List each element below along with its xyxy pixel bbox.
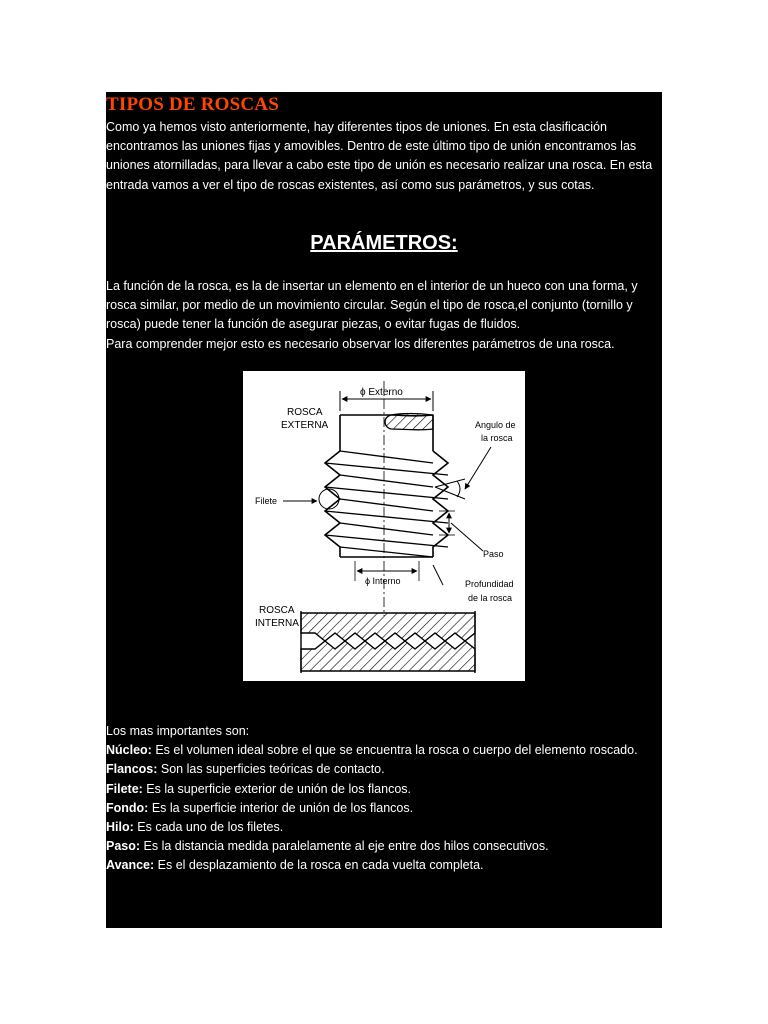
rosca-externa-label-2: EXTERNA <box>281 420 329 431</box>
importantes-intro: Los mas importantes son: <box>106 724 250 738</box>
interno-label: ϕ Interno <box>365 576 401 586</box>
definition-text: Es el desplazamiento de la rosca en cada vuelta completa. <box>154 858 484 873</box>
intro-text: Como ya hemos visto anteriormente, hay diferentes tipos de uniones. En esta clasificación encontramos las uniones fijas y amovibles. Dentro de este último tipo de unión encontramos las uniones atornilladas, para llevar a cabo este tipo de unión es necesario realizar una rosca. En esta entrada vamos a ver el tipo de roscas existentes, así como sus parámetros, y sus cotas. <box>106 120 653 192</box>
definition-fondo <box>106 799 662 818</box>
page-title: TIPOS DE ROSCAS <box>106 94 279 115</box>
funcion-text-2: Para comprender mejor esto es necesario observar los diferentes parámetros de una rosca. <box>106 336 615 351</box>
definition-term: Flancos: <box>106 762 158 777</box>
angulo-label-2: la rosca <box>481 433 513 443</box>
definition-text: Es la distancia medida paralelamente al eje entre dos hilos consecutivos. <box>140 839 549 854</box>
screw-section-hatch <box>385 414 433 430</box>
definition-term: Filete: <box>106 781 143 796</box>
profundidad-label-2: de la rosca <box>468 593 513 603</box>
definition-text: Son las superficies teóricas de contacto. <box>157 762 385 777</box>
filete-highlight-circle <box>319 489 339 509</box>
thread-diagram-svg <box>243 371 525 681</box>
internal-thread-top <box>301 613 475 641</box>
definition-flancos <box>106 760 662 779</box>
angulo-leader <box>465 447 491 489</box>
funcion-paragraph <box>106 277 662 354</box>
externo-label: ϕ Externo <box>360 387 403 398</box>
profundidad-label-1: Profundidad <box>465 579 514 589</box>
rosca-externa-label-1: ROSCA <box>287 407 323 418</box>
paso-label: Paso <box>483 549 504 559</box>
definition-paso <box>106 837 662 856</box>
definition-avance <box>106 856 662 875</box>
definition-term: Avance: <box>106 858 155 873</box>
parametros-heading: PARÁMETROS: <box>310 232 458 254</box>
definitions-list <box>106 722 662 876</box>
rosca-interna-label-1: ROSCA <box>259 605 295 616</box>
intro-paragraph <box>106 118 662 195</box>
definition-text: Es la superficie exterior de unión de los flancos. <box>142 781 412 796</box>
definition-text: Es el volumen ideal sobre el que se encuentra la rosca o cuerpo del elemento roscado. <box>151 743 638 758</box>
document-page <box>106 92 662 928</box>
definition-filete <box>106 780 662 799</box>
thread-right-profile <box>433 451 448 557</box>
internal-thread-bottom <box>301 641 475 671</box>
angulo-label-1: Angulo de <box>475 420 516 430</box>
rosca-interna-label-2: INTERNA <box>255 618 299 629</box>
funcion-text-1: La función de la rosca, es la de insertar un elemento en el interior de un hueco con una forma, y rosca similar, por medio de un movimiento circular. Según el tipo de rosca,el conjunto (tornillo y rosca) puede tener la función de asegurar piezas, o evitar fugas de fluidos. <box>106 279 638 332</box>
filete-label: Filete <box>255 496 278 506</box>
definition-hilo <box>106 818 662 837</box>
definition-term: Hilo: <box>106 820 134 835</box>
definition-term: Paso: <box>106 839 141 854</box>
definition-text: Es cada uno de los filetes. <box>133 820 284 835</box>
definition-term: Núcleo: <box>106 743 152 758</box>
thread-parameters-diagram <box>243 371 525 681</box>
definition-nucleo <box>106 741 662 760</box>
definition-term: Fondo: <box>106 800 149 815</box>
definition-text: Es la superficie interior de unión de los flancos. <box>148 800 414 815</box>
